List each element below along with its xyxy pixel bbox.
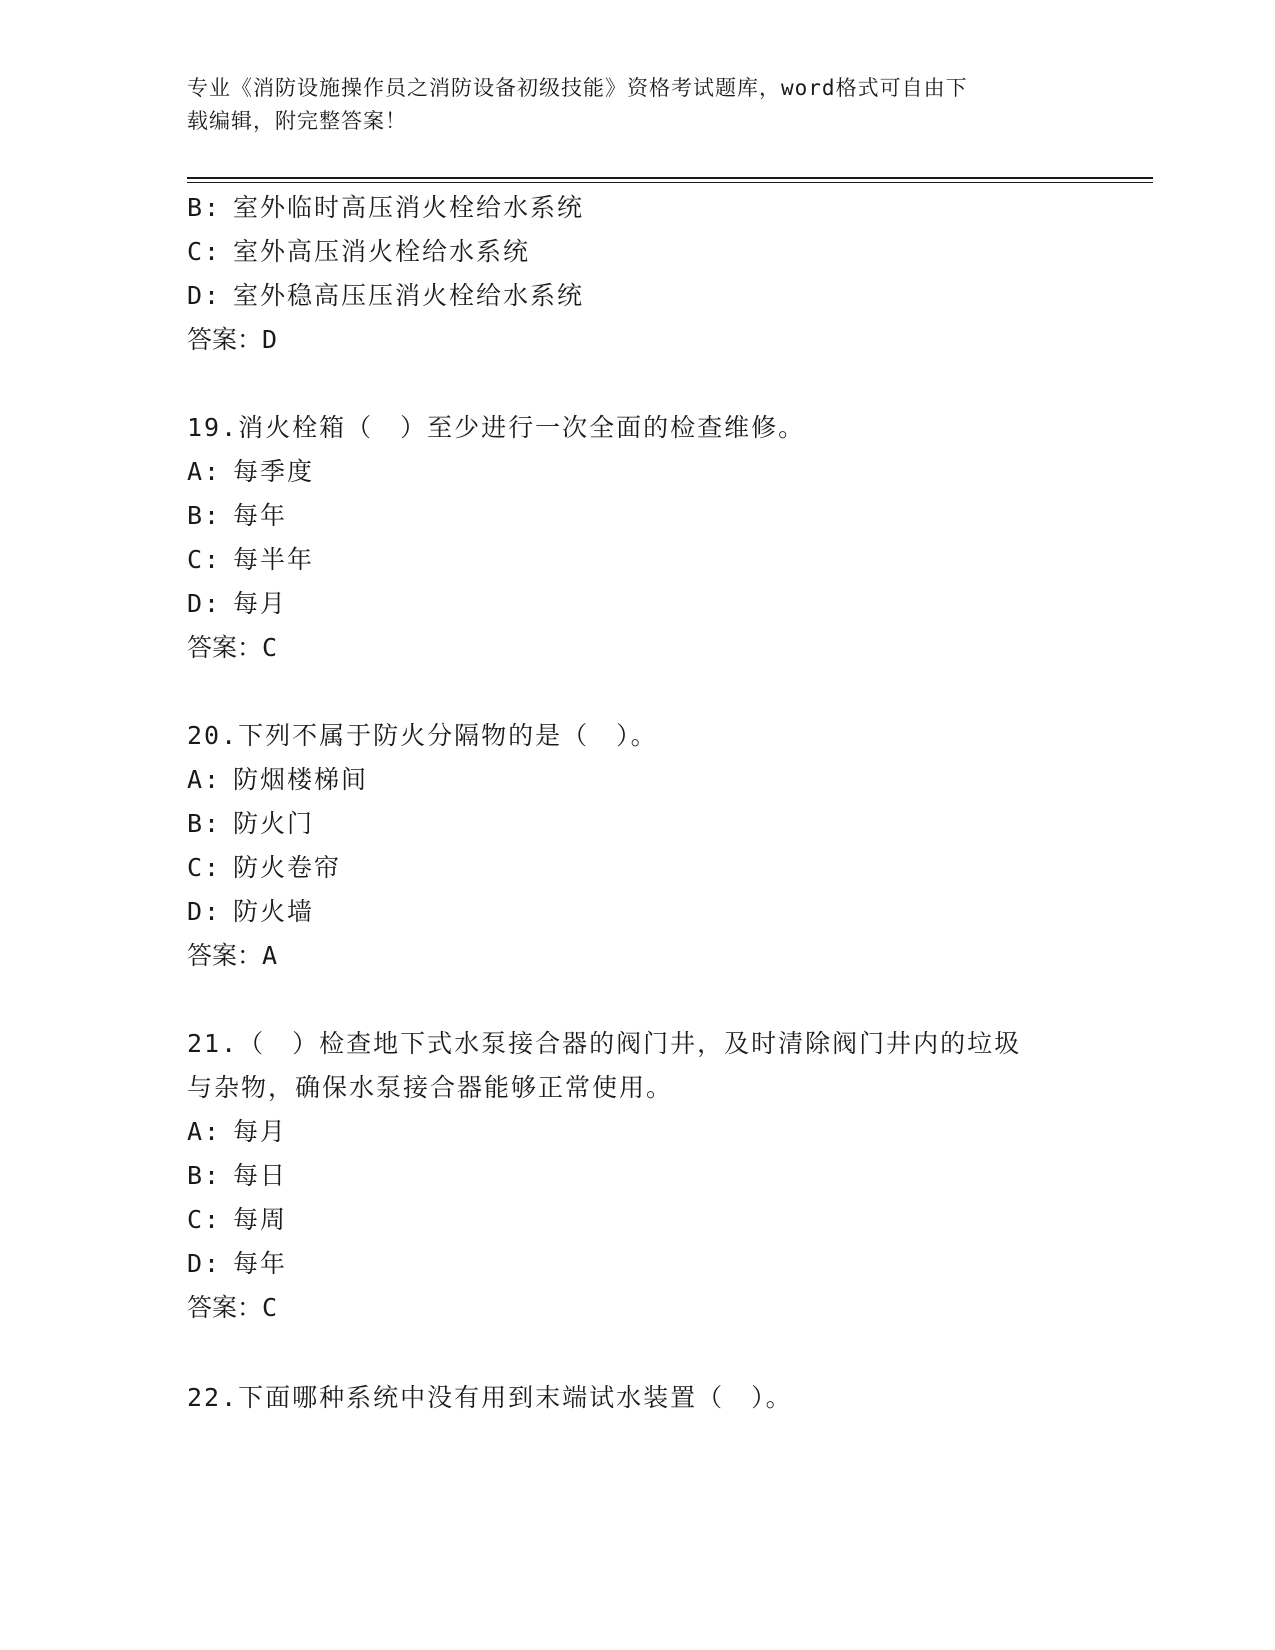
- q21-stem-line-2: 与杂物，确保水泵接合器能够正常使用。: [187, 1073, 674, 1102]
- q21-option-d: D: 每年: [187, 1249, 288, 1278]
- header-line-1: 专业《消防设施操作员之消防设备初级技能》资格考试题库，word格式可自由下: [187, 76, 968, 100]
- q21-stem-line-1: 21.（ ）检查地下式水泵接合器的阀门井，及时清除阀门井内的垃圾: [187, 1029, 1022, 1058]
- q18-option-d: D: 室外稳高压压消火栓给水系统: [187, 281, 585, 310]
- q18-answer: 答案：D: [187, 325, 278, 354]
- q20-option-c: C: 防火卷帘: [187, 853, 342, 882]
- q19-option-b: B: 每年: [187, 501, 288, 530]
- q21-option-b: B: 每日: [187, 1161, 288, 1190]
- q20-option-b: B: 防火门: [187, 809, 315, 838]
- header-divider-thick: [187, 177, 1153, 179]
- q20-stem: 20.下列不属于防火分隔物的是（ ）。: [187, 721, 658, 750]
- q21-option-a: A: 每月: [187, 1117, 288, 1146]
- q18-option-b: B: 室外临时高压消火栓给水系统: [187, 193, 585, 222]
- q20-option-a: A: 防烟楼梯间: [187, 765, 369, 794]
- document-header: [187, 72, 1067, 138]
- q21-option-c: C: 每周: [187, 1205, 288, 1234]
- q20-option-d: D: 防火墙: [187, 897, 315, 926]
- header-divider-thin: [187, 182, 1153, 183]
- q19-stem: 19.消火栓箱（ ）至少进行一次全面的检查维修。: [187, 413, 806, 442]
- q19-option-c: C: 每半年: [187, 545, 315, 574]
- q20-answer: 答案：A: [187, 941, 278, 970]
- q19-option-d: D: 每月: [187, 589, 288, 618]
- q21-answer: 答案：C: [187, 1293, 278, 1322]
- header-line-2: 载编辑，附完整答案！: [187, 109, 407, 133]
- q22-stem: 22.下面哪种系统中没有用到末端试水装置（ ）。: [187, 1383, 793, 1412]
- q19-answer: 答案：C: [187, 633, 278, 662]
- q19-option-a: A: 每季度: [187, 457, 315, 486]
- q18-option-c: C: 室外高压消火栓给水系统: [187, 237, 531, 266]
